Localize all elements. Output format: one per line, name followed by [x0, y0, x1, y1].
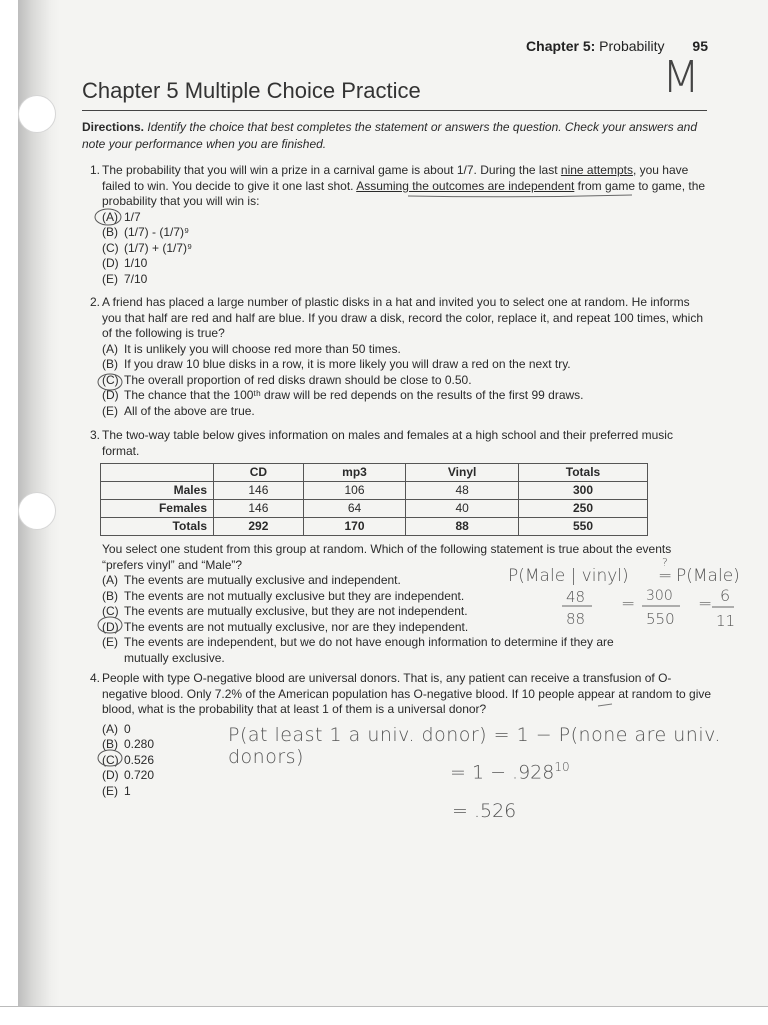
handwritten-q4-work-line-3: = .526	[452, 800, 517, 822]
table-header-cell: mp3	[303, 464, 405, 482]
choice-text: The overall proportion of red disks drawn should be close to 0.50.	[124, 372, 472, 387]
table-cell: 106	[303, 482, 405, 500]
choice-text: 1	[124, 783, 131, 798]
underlined-phrase: nine attempts	[560, 163, 633, 177]
chapter-name: Probability	[599, 38, 665, 54]
choice-letter: (C)	[102, 752, 119, 767]
table-cell: 88	[406, 518, 519, 536]
choice-text: The events are not mutually exclusive but they are independent.	[124, 588, 465, 603]
choice-text: If you draw 10 blue disks in a row, it is more likely you will draw a red on the next try.	[124, 357, 571, 371]
choice-text: The events are mutually exclusive and independent.	[124, 573, 401, 587]
handwritten-fraction-denominator: 88	[566, 610, 586, 628]
choice-letter: (C)	[102, 372, 119, 387]
choice-letter: (A)	[102, 341, 118, 356]
table-cell: 300	[518, 482, 647, 500]
handwritten-fraction-denominator: 550	[646, 610, 675, 628]
row-label: Totals	[101, 518, 214, 536]
table-header-cell: Totals	[518, 464, 647, 482]
table-cell: 292	[214, 518, 304, 536]
choice-letter: (A)	[102, 573, 118, 587]
handwritten-conditional-probability: P(Male | vinyl)	[508, 566, 629, 586]
handwritten-question-mark: ?	[662, 556, 668, 569]
handwritten-equals: =	[658, 566, 673, 586]
choice-text: 7/10	[124, 271, 148, 286]
pen-underline	[408, 195, 632, 197]
handwritten-expression: = 1 − .928	[450, 761, 555, 784]
choice-text: 0	[124, 721, 131, 736]
choice-letter: (B)	[102, 357, 118, 371]
choice-text: 0.720	[124, 768, 155, 782]
question-text-part: , you have failed to win. You decide to give it one last shot.	[102, 163, 689, 193]
question-number: 4.	[89, 671, 100, 685]
row-label: Males	[101, 482, 214, 500]
chapter-label: Chapter 5:	[526, 38, 596, 54]
choice-letter: (E)	[102, 783, 118, 798]
handwritten-fraction-denominator: 11	[716, 612, 736, 630]
choice-letter: (E)	[102, 635, 118, 649]
handwritten-initial: M	[662, 52, 700, 103]
choice-text: 0.280	[124, 737, 155, 751]
answer-circle	[98, 374, 122, 390]
choice-letter: (B)	[102, 225, 118, 239]
choice-text: mutually exclusive.	[124, 650, 225, 665]
choice-text: (1/7) + (1/7)⁹	[124, 240, 193, 255]
choice-letter: (A)	[102, 209, 118, 224]
choice-letter: (E)	[102, 271, 118, 286]
question-text-part: The probability that you will win a prize in a carnival game is about 1/7. During the last	[102, 163, 561, 177]
table-cell: 48	[406, 482, 519, 500]
handwritten-fraction-numerator: 300	[646, 588, 673, 604]
choice-text: The events are not mutually exclusive, nor are they independent.	[124, 619, 469, 634]
choice-text: 1/7	[124, 209, 141, 224]
handwritten-fraction-numerator: 6	[720, 586, 731, 605]
table-header-cell: Vinyl	[406, 464, 519, 482]
choice-text: The chance that the 100ᵗʰ draw will be red depends on the results of the first 99 draws.	[124, 388, 584, 402]
choice-text: 1/10	[124, 256, 148, 270]
answer-circle	[98, 617, 122, 633]
choice-letter: (D)	[102, 768, 119, 782]
question-text: People with type O-negative blood are universal donors. That is, any patient can receive a transfusion of O-negative blood. Only 7.2% of the American population has O-negative blood. If 10 people appear at random to give blood, what is the probability that at least 1 of them is a universal donor?	[102, 671, 712, 716]
choice-text: All of the above are true.	[124, 403, 255, 418]
question-number: 1.	[89, 163, 100, 177]
pen-mark	[598, 704, 612, 706]
directions-label: Directions.	[82, 120, 145, 134]
question-text: A friend has placed a large number of plastic disks in a hat and invited you to select one at random. He informs you that half are red and half are blue. If you draw a disk, record the color, replace it, and repeat 100 times, which of the following is true?	[102, 295, 704, 340]
page-title: Chapter 5 Multiple Choice Practice	[82, 78, 421, 103]
row-label: Females	[101, 500, 214, 518]
choice-letter: (E)	[102, 403, 118, 418]
handwritten-q4-work-line-1: P(at least 1 a univ. donor) = 1 − P(none are univ. donors)	[228, 724, 721, 768]
answer-circle	[98, 750, 122, 766]
table-cell: 146	[214, 482, 304, 500]
question-text-part: from game to game, the probability that you will win is:	[102, 178, 706, 208]
choice-text: (1/7) - (1/7)⁹	[124, 225, 190, 239]
table-cell: 146	[214, 500, 304, 518]
choice-letter: (D)	[102, 388, 119, 402]
table-cell: 170	[303, 518, 405, 536]
choice-letter: (B)	[102, 588, 118, 603]
question-text: The two-way table below gives information on males and females at a high school and their preferred music format.	[102, 428, 673, 458]
table-cell: 40	[406, 500, 519, 518]
handwritten-fraction-numerator: 48	[566, 588, 586, 606]
directions-text: Identify the choice that best completes the statement or answers the question. Check your answers and note your performance when you are finished.	[82, 120, 697, 151]
question-number: 2.	[89, 295, 100, 309]
question-followup-text: You select one student from this group at random. Which of the following statement is true about the events “prefers vinyl” and “Male”?	[102, 542, 672, 572]
choice-text: It is unlikely you will choose red more than 50 times.	[124, 341, 401, 356]
table-cell: 64	[303, 500, 405, 518]
choice-text: The events are mutually exclusive, but they are not independent.	[124, 604, 468, 618]
handwritten-probability-male: P(Male)	[676, 566, 740, 586]
choice-letter: (A)	[102, 721, 118, 736]
handwritten-equals: =	[698, 594, 713, 614]
choice-text: 0.526	[124, 752, 155, 767]
underlined-phrase: Assuming the outcomes are independent	[356, 178, 575, 193]
answer-circle	[95, 209, 121, 225]
choice-letter: (C)	[102, 604, 119, 618]
handwritten-exponent: 10	[554, 760, 570, 774]
question-number: 3.	[89, 428, 100, 442]
choice-letter: (D)	[102, 256, 119, 270]
choice-text: The events are independent, but we do not have enough information to determine if they are	[124, 635, 614, 649]
choice-letter: (C)	[102, 240, 119, 255]
choice-letter: (B)	[102, 737, 118, 751]
handwritten-equals: =	[621, 594, 636, 614]
choice-letter: (D)	[102, 619, 119, 634]
table-header-cell: CD	[214, 464, 304, 482]
table-cell: 550	[518, 518, 647, 536]
page-number: 95	[692, 38, 708, 54]
table-cell: 250	[518, 500, 647, 518]
